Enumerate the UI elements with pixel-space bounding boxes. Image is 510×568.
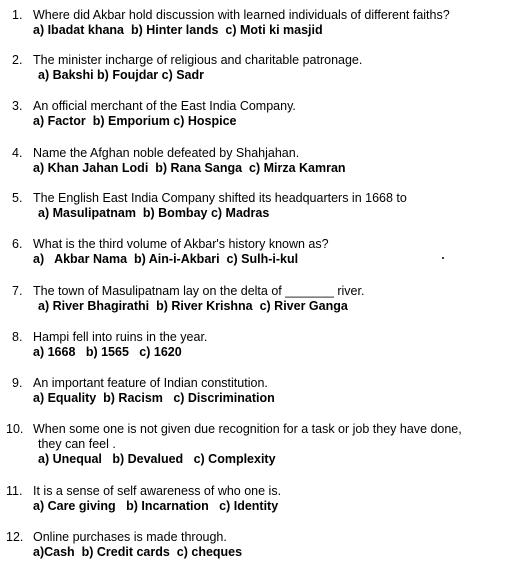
question-text-continued: they can feel . [38,437,116,451]
question-10 [0,422,506,467]
question-8 [0,330,506,360]
question-text: An important feature of Indian constitution. [33,376,268,390]
question-text: The minister incharge of religious and charitable patronage. [33,53,363,67]
question-options: a)Cash b) Credit cards c) cheques [33,545,243,559]
question-options: a) Akbar Nama b) Ain-i-Akbari c) Sulh-i-kul [33,252,299,266]
question-number: 7. [12,284,23,298]
question-text: Where did Akbar hold discussion with learned individuals of different faiths? [33,8,450,22]
question-options: a) Equality b) Racism c) Discrimination [33,391,275,405]
question-11 [0,484,506,514]
question-number: 9. [12,376,23,390]
question-options: a) 1668 b) 1565 c) 1620 [33,345,182,359]
question-text: The town of Masulipatnam lay on the delta of _______ river. [33,284,365,298]
question-1 [0,8,506,38]
question-text: What is the third volume of Akbar's history known as? [33,237,329,251]
question-number: 3. [12,99,23,113]
stray-dot [442,257,444,259]
question-text: When some one is not given due recognition for a task or job they have done, [33,422,462,436]
question-options: a) Ibadat khana b) Hinter lands c) Moti ki masjid [33,23,323,37]
question-3 [0,99,506,129]
question-text: Online purchases is made through. [33,530,227,544]
question-text: The English East India Company shifted its headquarters in 1668 to [33,191,407,205]
question-number: 1. [12,8,23,22]
question-number: 5. [12,191,23,205]
question-number: 4. [12,146,23,160]
question-options: a) Bakshi b) Foujdar c) Sadr [38,68,205,82]
question-options: a) Factor b) Emporium c) Hospice [33,114,237,128]
question-12 [0,530,506,560]
question-text: Hampi fell into ruins in the year. [33,330,208,344]
question-options: a) Care giving b) Incarnation c) Identity [33,499,279,513]
question-7 [0,284,506,314]
question-options: a) River Bhagirathi b) River Krishna c) River Ganga [38,299,348,313]
question-number: 11. [6,484,23,498]
question-number: 6. [12,237,23,251]
question-options: a) Khan Jahan Lodi b) Rana Sanga c) Mirza Kamran [33,161,346,175]
question-options: a) Masulipatnam b) Bombay c) Madras [38,206,270,220]
question-5 [0,191,506,221]
question-options: a) Unequal b) Devalued c) Complexity [38,452,276,466]
question-text: An official merchant of the East India Company. [33,99,296,113]
question-2 [0,53,506,83]
question-4 [0,146,506,176]
question-number: 12. [6,530,24,544]
question-text: Name the Afghan noble defeated by Shahjahan. [33,146,300,160]
question-9 [0,376,506,406]
question-text: It is a sense of self awareness of who one is. [33,484,282,498]
question-number: 8. [12,330,23,344]
question-number: 10. [6,422,24,436]
question-number: 2. [12,53,23,67]
question-6 [0,237,506,267]
